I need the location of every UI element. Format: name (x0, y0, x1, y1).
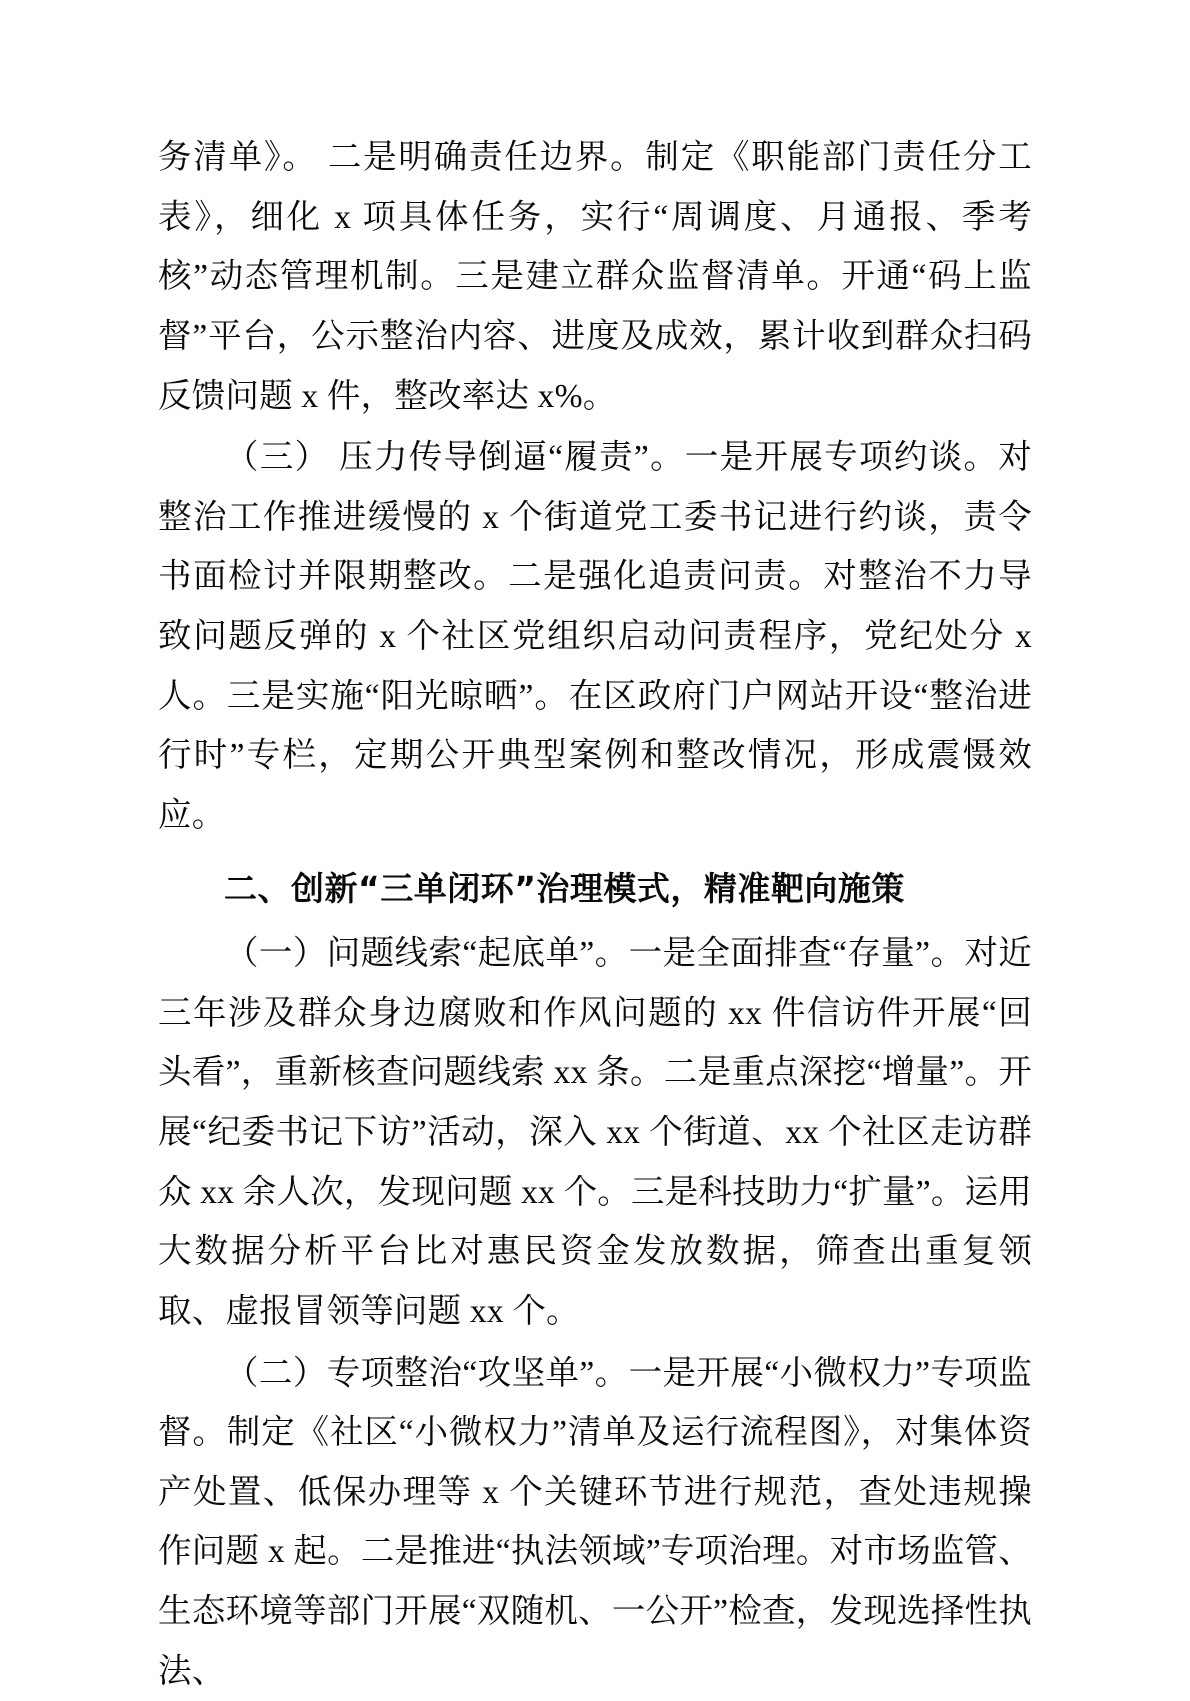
paragraph-subsection-two: （二）专项整治“攻坚单”。一是开展“小微权力”专项监督。制定《社区“小微权力”清单及运行流程图》，对集体资产处置、低保办理等 x 个关键环节进行规范，查处违规操作问题 x 起。二是推进“执法领域”专项治理。对市场监管、生态环境等部门开展“双随机、一公开”检查，发现选择性执法、 (158, 1354, 1032, 1690)
paragraph-subsection-one: （一）问题线索“起底单”。一是全面排查“存量”。对近三年涉及群众身边腐败和作风问题的 xx 件信访件开展“回头看”，重新核查问题线索 xx 条。二是重点深挖“增量”。开展“纪委书记下访”活动，深入 xx 个街道、xx 个社区走访群众 xx 余人次，发现问题 xx 个。三是科技助力“扩量”。运用大数据分析平台比对惠民资金发放数据，筛查出重复领取、虚报冒领等问题 xx 个。 (158, 935, 1032, 1330)
paragraph-continuation: 务清单》。 二是明确责任边界。制定《职能部门责任分工表》，细化 x 项具体任务，实行“周调度、月通报、季考核”动态管理机制。三是建立群众监督清单。开通“码上监督”平台，公示整治内容、进度及成效，累计收到群众扫码反馈问题 x 件，整改率达 x%。 (158, 139, 1032, 415)
paragraph-section-three: （三） 压力传导倒逼“履责”。一是开展专项约谈。对整治工作推进缓慢的 x 个街道党工委书记进行约谈，责令书面检讨并限期整改。二是强化追责问责。对整治不力导致问题反弹的 x 个社区党组织启动问责程序，党纪处分 x 人。三是实施“阳光晾晒”。在区政府门户网站开设“整治进行时”专栏，定期公开典型案例和整改情况，形成震慑效应。 (158, 439, 1032, 834)
document-body (158, 128, 1032, 1701)
section-heading-two: 二、创新“三单闭环”治理模式，精准靶向施策 (224, 868, 905, 908)
